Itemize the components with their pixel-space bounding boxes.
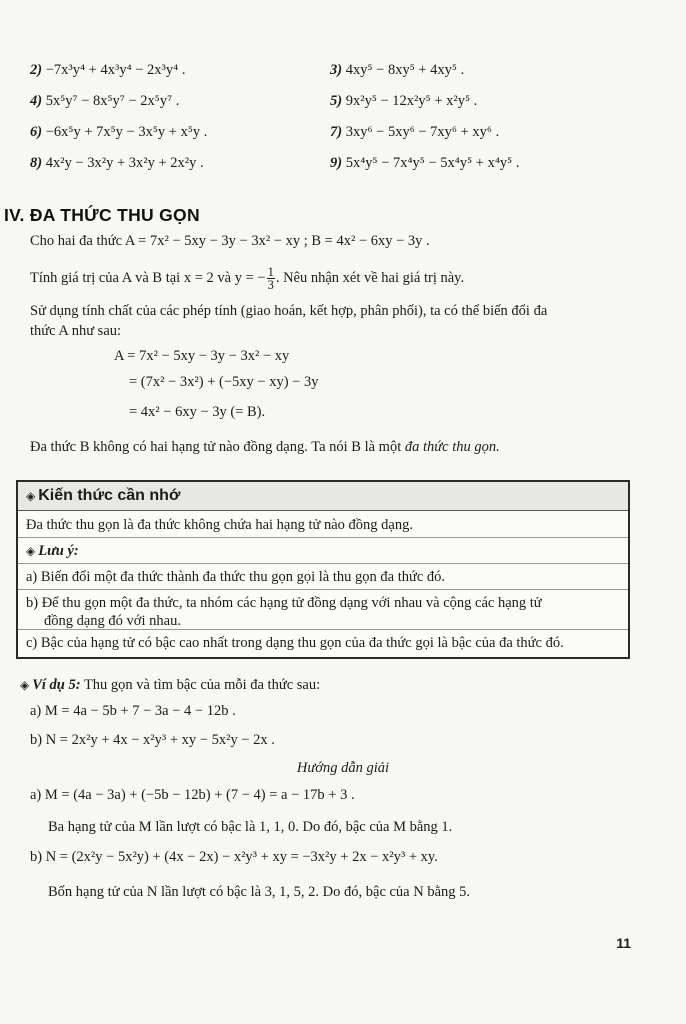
- definition-row: Đa thức thu gọn là đa thức không chứa hai hạng tử nào đồng dạng.: [18, 512, 628, 538]
- exercise-item: 3) 4xy⁵ − 8xy⁵ + 4xy⁵ .: [330, 62, 465, 78]
- exercise-item: 9) 5x⁴y⁵ − 7x⁴y⁵ − 5x⁴y⁵ + x⁴y⁵ .: [330, 155, 520, 171]
- solution-b: b) N = (2x²y − 5x²y) + (4x − 2x) − x²y³ + xy = −3x²y + 2x − x²y³ + xy.: [30, 849, 438, 865]
- example-prompt: ◈ Ví dụ 5: Thu gọn và tìm bậc của mỗi đa thức sau:: [20, 677, 321, 693]
- equation-line-3: = 4x² − 6xy − 3y (= B).: [129, 404, 266, 420]
- diamond-bullet-icon: ◈: [20, 678, 30, 692]
- guide-heading: Hướng dẫn giải: [296, 760, 390, 776]
- equation-line-1: A = 7x² − 5xy − 3y − 3x² − xy: [114, 348, 290, 364]
- intro-text: Cho hai đa thức A = 7x² − 5xy − 3y − 3x² − xy ; B = 4x² − 6xy − 3y .: [30, 233, 430, 249]
- example-b: b) N = 2x²y + 4x − x²y³ + xy − 5x²y − 2x .: [30, 732, 275, 748]
- diamond-bullet-icon: ◈: [26, 544, 36, 558]
- example-a: a) M = 4a − 5b + 7 − 3a − 4 − 12b .: [30, 703, 236, 719]
- fraction: $\frac{1}{3}$: [267, 265, 274, 292]
- exercise-item: 8) 4x²y − 3x²y + 3x²y + 2x²y .: [30, 155, 204, 171]
- note-c-row: c) Bậc của hạng tử có bậc cao nhất trong dạng thu gọn của đa thức gọi là bậc của đa thức đó.: [26, 635, 564, 651]
- solution-b-note: Bốn hạng tử của N lần lượt có bậc là 3, 1, 5, 2. Do đó, bậc của N bằng 5.: [48, 884, 471, 900]
- diamond-bullet-icon: ◈: [26, 489, 36, 503]
- exercise-item: 4) 5x⁵y⁷ − 8x⁵y⁷ − 2x⁵y⁷ .: [30, 93, 180, 109]
- exercise-item: 6) −6x⁵y + 7x⁵y − 3x⁵y + x⁵y .: [30, 124, 208, 140]
- solution-a: a) M = (4a − 3a) + (−5b − 12b) + (7 − 4) = a − 17b + 3 .: [30, 787, 355, 803]
- conclusion-text: Đa thức B không có hai hạng tử nào đồng dạng. Ta nói B là một đa thức thu gọn.: [30, 439, 500, 455]
- exercise-list: [30, 62, 630, 172]
- transform-text-1: Sử dụng tính chất của các phép tính (giao hoán, kết hợp, phân phối), ta có thể biến đổi đa: [30, 303, 548, 319]
- equation-line-2: = (7x² − 3x²) + (−5xy − xy) − 3y: [129, 374, 319, 390]
- page-number: 11: [616, 935, 631, 951]
- evaluate-text: Tính giá trị của A và B tại x = 2 và y = − $\frac{1}{3}$ . Nêu nhận xét về hai giá trị này.: [30, 265, 465, 292]
- exercise-item: 2) −7x³y⁴ + 4x³y⁴ − 2x³y⁴ .: [30, 62, 186, 78]
- exercise-item: 7) 3xy⁶ − 5xy⁶ − 7xy⁶ + xy⁶ .: [330, 124, 500, 140]
- exercise-item: 5) 9x²y⁵ − 12x²y⁵ + x²y⁵ .: [330, 93, 478, 109]
- section-heading: IV. ĐA THỨC THU GỌN: [4, 205, 200, 225]
- box-title: ◈ Kiến thức cần nhớ: [18, 482, 628, 511]
- transform-text-2: thức A như sau:: [30, 323, 122, 339]
- key-knowledge-box: [16, 480, 630, 659]
- note-a-row: a) Biến đổi một đa thức thành đa thức thu gọn gọi là thu gọn đa thức đó.: [18, 564, 628, 590]
- solution-a-note: Ba hạng tử của M lần lượt có bậc là 1, 1, 0. Do đó, bậc của M bằng 1.: [48, 819, 453, 835]
- note-b-row: b) Để thu gọn một đa thức, ta nhóm các hạng tử đồng dạng với nhau và cộng các hạng tử đồng dạng đó với nhau.: [18, 590, 628, 630]
- note-label-row: ◈ Lưu ý:: [18, 538, 628, 564]
